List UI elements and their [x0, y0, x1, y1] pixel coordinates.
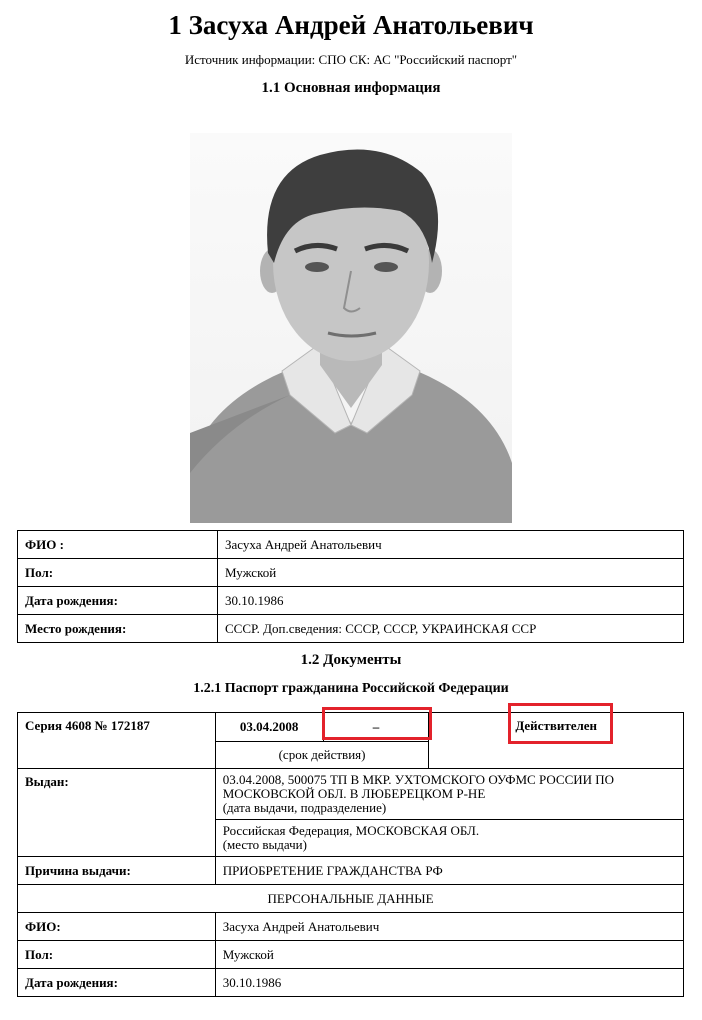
personal-birthdate-label: Дата рождения:	[18, 969, 216, 997]
portrait-image	[190, 133, 512, 523]
passport-heading: 1.2.1 Паспорт гражданина Российской Федерации	[193, 681, 509, 696]
source-info: Источник информации: СПО СК: АС "Российский паспорт"	[184, 52, 518, 67]
place-cell	[215, 820, 683, 857]
expiry-highlight-box	[322, 707, 432, 740]
table-row	[18, 969, 684, 997]
table-row	[18, 885, 684, 913]
table-row	[18, 769, 684, 820]
birthdate-value: 30.10.1986	[218, 587, 684, 615]
status-value: Действителен	[429, 713, 684, 769]
fio-label: ФИО :	[18, 531, 218, 559]
issued-label: Выдан:	[18, 769, 216, 857]
place-value: Российская Федерация, МОСКОВСКАЯ ОБЛ.	[222, 823, 480, 838]
person-photo	[190, 133, 512, 523]
table-row	[18, 615, 684, 643]
issued-note: (дата выдачи, подразделение)	[222, 800, 387, 815]
sex-label: Пол:	[18, 559, 218, 587]
documents-heading: 1.2 Документы	[300, 652, 402, 668]
basic-info-table	[17, 530, 684, 643]
section-main-heading: 1.1 Основная информация	[261, 80, 441, 96]
sex-value: Мужской	[218, 559, 684, 587]
reason-value: ПРИОБРЕТЕНИЕ ГРАЖДАНСТВА РФ	[215, 857, 683, 885]
personal-sex-label: Пол:	[18, 941, 216, 969]
personal-sex-value: Мужской	[215, 941, 683, 969]
fio-value: Засуха Андрей Анатольевич	[218, 531, 684, 559]
place-note: (место выдачи)	[222, 837, 307, 852]
table-row	[18, 941, 684, 969]
personal-fio-value: Засуха Андрей Анатольевич	[215, 913, 683, 941]
passport-table	[17, 712, 684, 997]
birthdate-label: Дата рождения:	[18, 587, 218, 615]
issue-date: 03.04.2008	[215, 713, 323, 742]
table-row	[18, 531, 684, 559]
validity-note: (срок действия)	[215, 742, 429, 769]
page-title: 1 Засуха Андрей Анатольевич	[168, 10, 534, 40]
personal-birthdate-value: 30.10.1986	[215, 969, 683, 997]
table-row	[18, 857, 684, 885]
expiry-date: –	[323, 713, 429, 742]
issued-value: 03.04.2008, 500075 ТП В МКР. УХТОМСКОГО ОУФМС РОССИИ ПО МОСКОВСКОЙ ОБЛ. В ЛЮБЕРЕЦКОМ Р-НЕ	[222, 772, 615, 801]
birthplace-value: СССР. Доп.сведения: СССР, СССР, УКРАИНСКАЯ ССР	[218, 615, 684, 643]
personal-fio-label: ФИО:	[18, 913, 216, 941]
table-row	[18, 559, 684, 587]
series-number: Серия 4608 № 172187	[18, 713, 216, 769]
personal-data-header: ПЕРСОНАЛЬНЫЕ ДАННЫЕ	[18, 885, 684, 913]
reason-label: Причина выдачи:	[18, 857, 216, 885]
table-row	[18, 913, 684, 941]
status-highlight-box	[508, 703, 613, 744]
table-row	[18, 587, 684, 615]
birthplace-label: Место рождения:	[18, 615, 218, 643]
issued-cell	[215, 769, 683, 820]
